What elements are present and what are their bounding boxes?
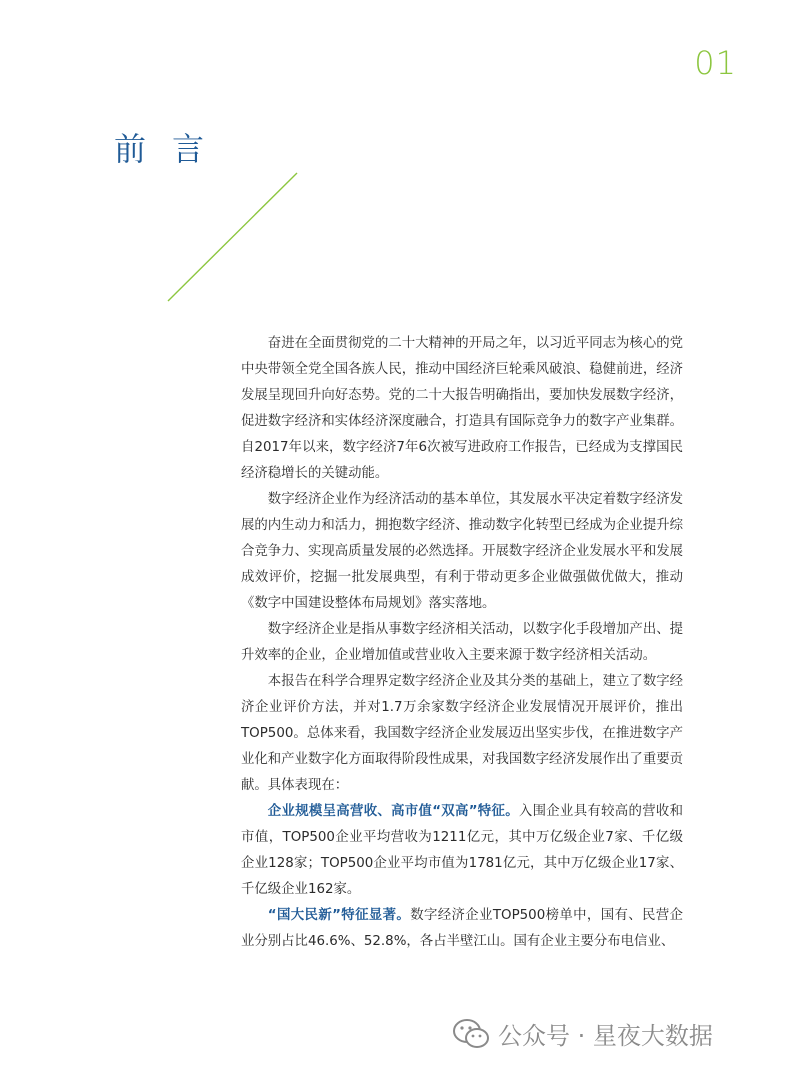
paragraph-4: 本报告在科学合理界定数字经济企业及其分类的基础上，建立了数字经济企业评价方法，并对1.7万余家数字经济企业发展情况开展评价，推出TOP500。总体来看，我国数字经济企业发展迈出坚实步伐，在推进数字产业化和产业数字化方面取得阶段性成果，对我国数字经济发展作出了重要贡献。具体表现在：	[241, 674, 683, 793]
body-text	[241, 331, 683, 955]
paragraph-6: “国大民新”特征显著。数字经济企业TOP500榜单中，国有、民营企业分别占比46.6%、52.8%，各占半壁江山。国有企业主要分布电信业、	[241, 908, 683, 949]
page-number: 01	[694, 44, 737, 82]
watermark	[452, 1016, 713, 1051]
wechat-icon	[452, 1018, 490, 1050]
highlight-scale: 企业规模呈高营收、高市值“双高”特征。	[267, 804, 519, 819]
watermark-text: 公众号 · 星夜大数据	[498, 1022, 713, 1050]
paragraph-3: 数字经济企业是指从事数字经济相关活动，以数字化手段增加产出、提升效率的企业，企业增加值或营业收入主要来源于数字经济相关活动。	[241, 622, 683, 663]
paragraph-5: 企业规模呈高营收、高市值“双高”特征。入围企业具有较高的营收和市值，TOP500企业平均营收为1211亿元，其中万亿级企业7家、千亿级企业128家；TOP500企业平均市值为1781亿元，其中万亿级企业17家、千亿级企业162家。	[241, 804, 683, 897]
diagonal-divider	[166, 170, 300, 304]
paragraph-1: 奋进在全面贯彻党的二十大精神的开局之年，以习近平同志为核心的党中央带领全党全国各族人民，推动中国经济巨轮乘风破浪、稳健前进，经济发展呈现回升向好态势。党的二十大报告明确指出，要加快发展数字经济，促进数字经济和实体经济深度融合，打造具有国际竞争力的数字产业集群。自2017年以来，数字经济7年6次被写进政府工作报告，已经成为支撑国民经济稳增长的关键动能。	[241, 336, 683, 481]
paragraph-2: 数字经济企业作为经济活动的基本单位，其发展水平决定着数字经济发展的内生动力和活力，拥抱数字经济、推动数字化转型已经成为企业提升综合竞争力、实现高质量发展的必然选择。开展数字经济企业发展水平和发展成效评价，挖掘一批发展典型，有利于带动更多企业做强做优做大，推动《数字中国建设整体布局规划》落实落地。	[241, 492, 683, 611]
page-title: 前言	[114, 130, 231, 168]
highlight-ownership: “国大民新”特征显著。	[267, 908, 411, 923]
